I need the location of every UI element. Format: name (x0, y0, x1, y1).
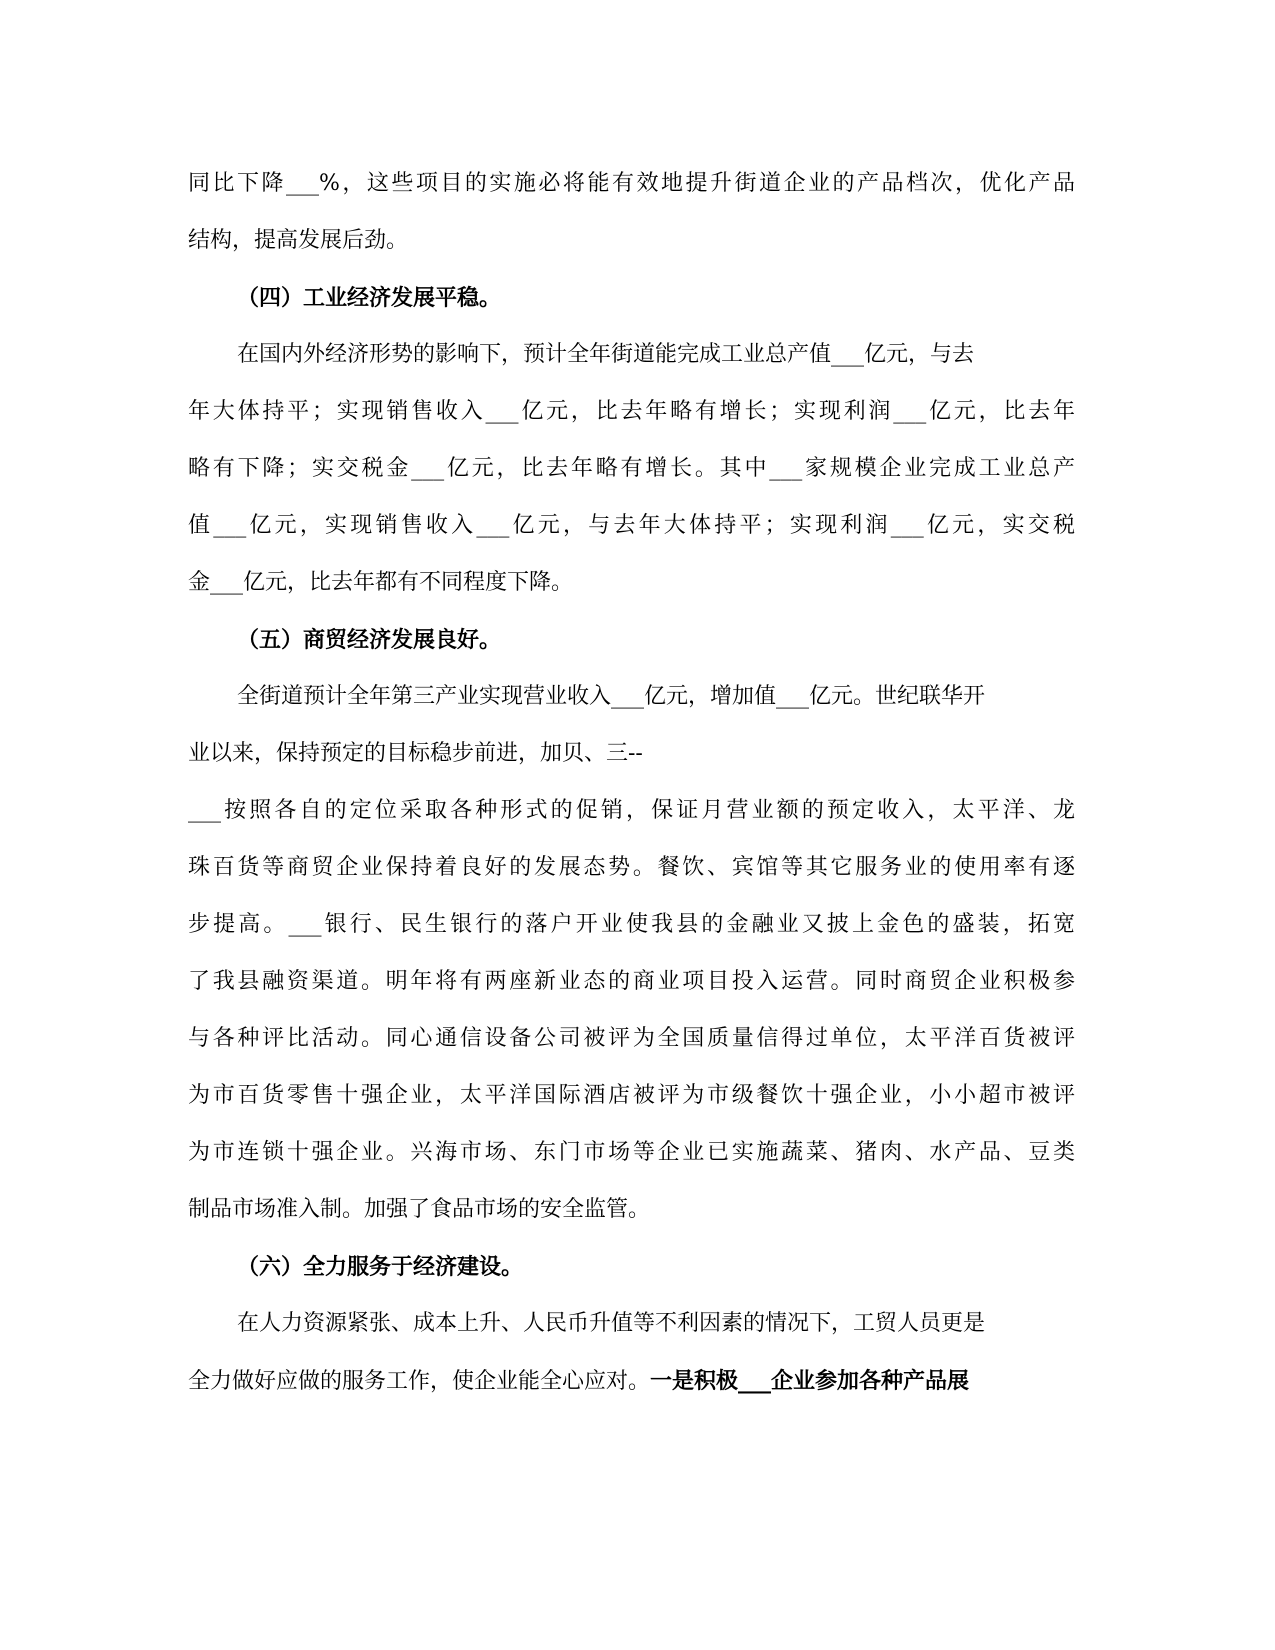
paragraph-line: 全街道预计全年第三产业实现营业收入___亿元，增加值___亿元。世纪联华开 (237, 684, 986, 709)
paragraph-line: 了我县融资渠道。明年将有两座新业态的商业项目投入运营。同时商贸企业积极参 (188, 969, 1075, 994)
paragraph-line: 略有下降；实交税金___亿元，比去年略有增长。其中___家规模企业完成工业总产 (188, 456, 1075, 481)
paragraph-line: 与各种评比活动。同心通信设备公司被评为全国质量信得过单位，太平洋百货被评 (188, 1026, 1075, 1051)
paragraph-line: 为市连锁十强企业。兴海市场、东门市场等企业已实施蔬菜、猪肉、水产品、豆类 (188, 1140, 1075, 1165)
paragraph-line: 在人力资源紧张、成本上升、人民币升值等不利因素的情况下，工贸人员更是 (237, 1311, 986, 1336)
paragraph-line: 业以来，保持预定的目标稳步前进，加贝、三-- (188, 741, 643, 766)
paragraph-line: 珠百货等商贸企业保持着良好的发展态势。餐饮、宾馆等其它服务业的使用率有逐 (188, 855, 1075, 880)
paragraph-line: 值___亿元，实现销售收入___亿元，与去年大体持平；实现利润___亿元，实交税 (188, 513, 1075, 538)
section-heading: （六）全力服务于经济建设。 (237, 1254, 524, 1280)
section-heading: （四）工业经济发展平稳。 (237, 285, 502, 311)
paragraph-line: 制品市场准入制。加强了食品市场的安全监管。 (188, 1197, 651, 1222)
paragraph-line: 结构，提高发展后劲。 (188, 228, 409, 253)
bold-lead-text: 一是积极___企业参加各种产品展 (650, 1368, 970, 1394)
paragraph-text: 全力做好应做的服务工作，使企业能全心应对。 (188, 1369, 651, 1394)
paragraph-line (188, 1366, 969, 1397)
paragraph-line: 步提高。___银行、民生银行的落户开业使我县的金融业又披上金色的盛装，拓宽 (188, 912, 1075, 937)
paragraph-line: 为市百货零售十强企业，太平洋国际酒店被评为市级餐饮十强企业，小小超市被评 (188, 1083, 1075, 1108)
paragraph-line: 同比下降___%，这些项目的实施必将能有效地提升街道企业的产品档次，优化产品 (188, 171, 1075, 196)
section-heading: （五）商贸经济发展良好。 (237, 627, 502, 653)
paragraph-line: ___按照各自的定位采取各种形式的促销，保证月营业额的预定收入，太平洋、龙 (188, 798, 1075, 823)
paragraph-line: 在国内外经济形势的影响下，预计全年街道能完成工业总产值___亿元，与去 (237, 342, 975, 367)
paragraph-line: 年大体持平；实现销售收入___亿元，比去年略有增长；实现利润___亿元，比去年 (188, 399, 1075, 424)
paragraph-line: 金___亿元，比去年都有不同程度下降。 (188, 570, 574, 595)
